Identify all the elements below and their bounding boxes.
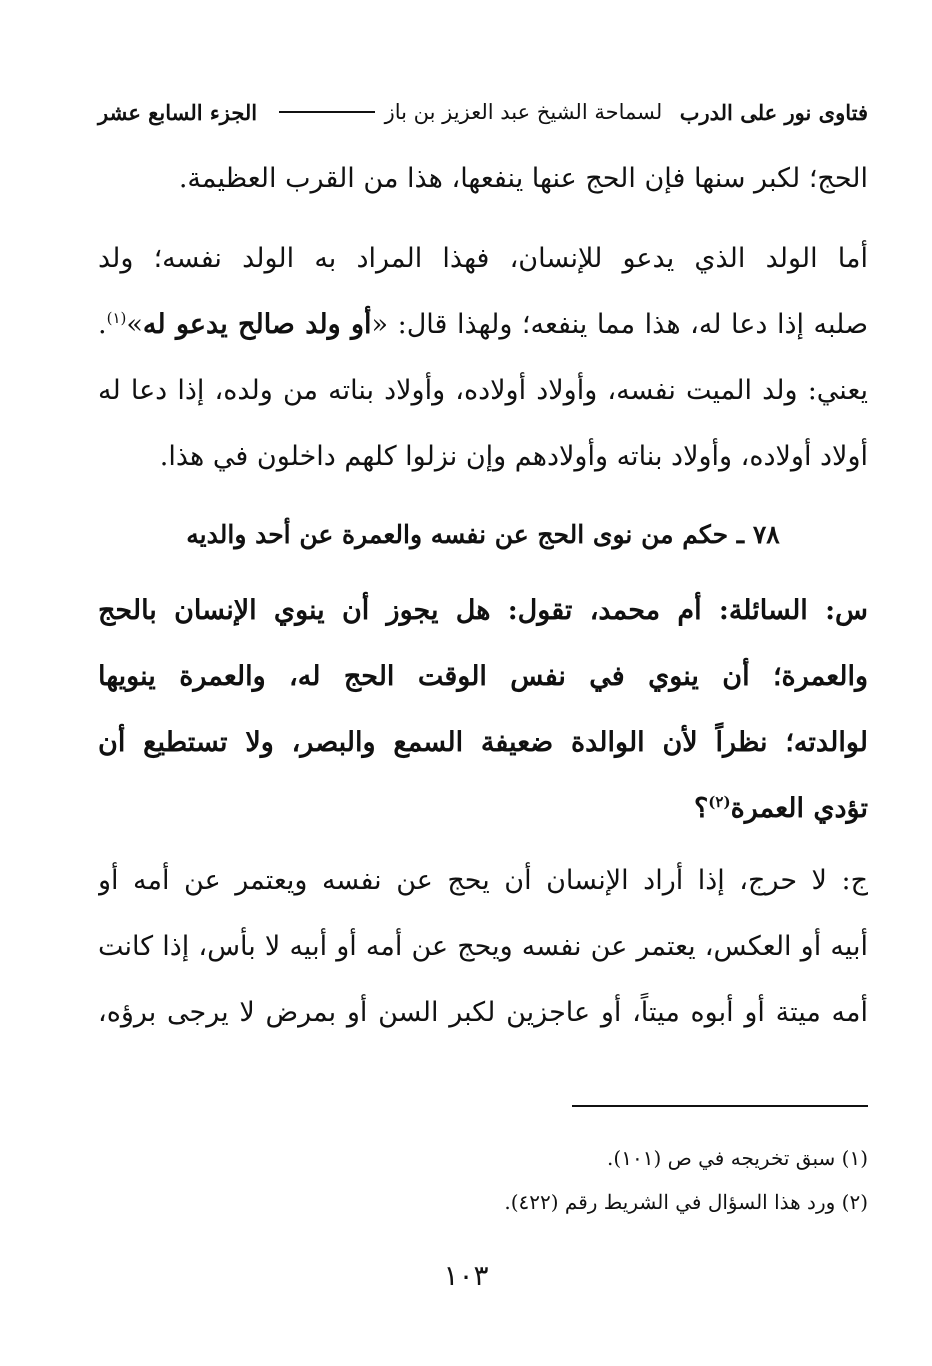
running-header bbox=[98, 92, 868, 132]
section-heading: ٧٨ ـ حكم من نوى الحج عن نفسه والعمرة عن أحد والديه bbox=[186, 520, 780, 549]
text-line-with-hadith bbox=[98, 292, 868, 358]
header-author-group bbox=[275, 100, 663, 124]
paragraph-child bbox=[98, 226, 868, 490]
hadith-quote: أو ولد صالح يدعو له bbox=[142, 309, 372, 340]
footnote-ref-2[interactable]: (٢) bbox=[708, 793, 731, 811]
header-dash bbox=[279, 111, 375, 113]
text-line: أما الولد الذي يدعو للإنسان، فهذا المراد به الولد نفسه؛ ولد bbox=[98, 243, 868, 274]
text-segment: تؤدي العمرة bbox=[730, 793, 868, 824]
text-line: يعني: ولد الميت نفسه، وأولاد أولاده، وأولاد بناته من ولده، إذا دعا له bbox=[98, 375, 868, 406]
page-number: ١٠٣ bbox=[443, 1259, 489, 1292]
answer-line: أبيه أو العكس، يعتمر عن نفسه ويحج عن أمه أو أبيه لا بأس، إذا كانت bbox=[98, 931, 868, 962]
footnote-separator bbox=[572, 1105, 868, 1107]
answer-paragraph bbox=[98, 848, 868, 1046]
footnotes bbox=[300, 1136, 868, 1224]
book-title: فتاوى نور على الدرب bbox=[679, 99, 868, 125]
author-name: لسماحة الشيخ عبد العزيز بن باز bbox=[384, 100, 663, 124]
quote-close: » bbox=[126, 309, 143, 340]
volume-part: الجزء السابع عشر bbox=[98, 99, 258, 125]
question-paragraph bbox=[98, 578, 868, 842]
question-line: لوالدته؛ نظراً لأن الوالدة ضعيفة السمع والبصر، ولا تستطيع أن bbox=[98, 727, 868, 758]
text-line: الحج؛ لكبر سنها فإن الحج عنها ينفعها، هذا من القرب العظيمة. bbox=[178, 163, 868, 194]
footnote-ref-1[interactable]: (١) bbox=[106, 309, 127, 327]
question-line: س: السائلة: أم محمد، تقول: هل يجوز أن ينوي الإنسان بالحج bbox=[98, 595, 868, 626]
text-segment: . bbox=[98, 309, 107, 340]
paragraph-intro bbox=[98, 146, 868, 212]
answer-line: أمه ميتة أو أبوه ميتاً، أو عاجزين لكبر السن أو بمرض لا يرجى برؤه، bbox=[98, 997, 868, 1028]
footnote-2: (٢) ورد هذا السؤال في الشريط رقم (٤٢٢). bbox=[504, 1190, 868, 1214]
question-line bbox=[98, 776, 868, 842]
text-line: أولاد أولاده، وأولاد بناته وأولادهم وإن نزلوا كلهم داخلون في هذا. bbox=[159, 441, 868, 472]
text-segment: صلبه إذا دعا له، هذا مما ينفعه؛ ولهذا قال: « bbox=[371, 309, 868, 340]
question-mark: ؟ bbox=[693, 793, 709, 824]
footnote-1: (١) سبق تخريجه في ص (١٠١). bbox=[607, 1146, 868, 1170]
question-line: والعمرة؛ أن ينوي في نفس الوقت الحج له، والعمرة ينويها bbox=[98, 661, 868, 692]
answer-line: ج: لا حرج، إذا أراد الإنسان أن يحج عن نفسه ويعتمر عن أمه أو bbox=[98, 865, 868, 896]
